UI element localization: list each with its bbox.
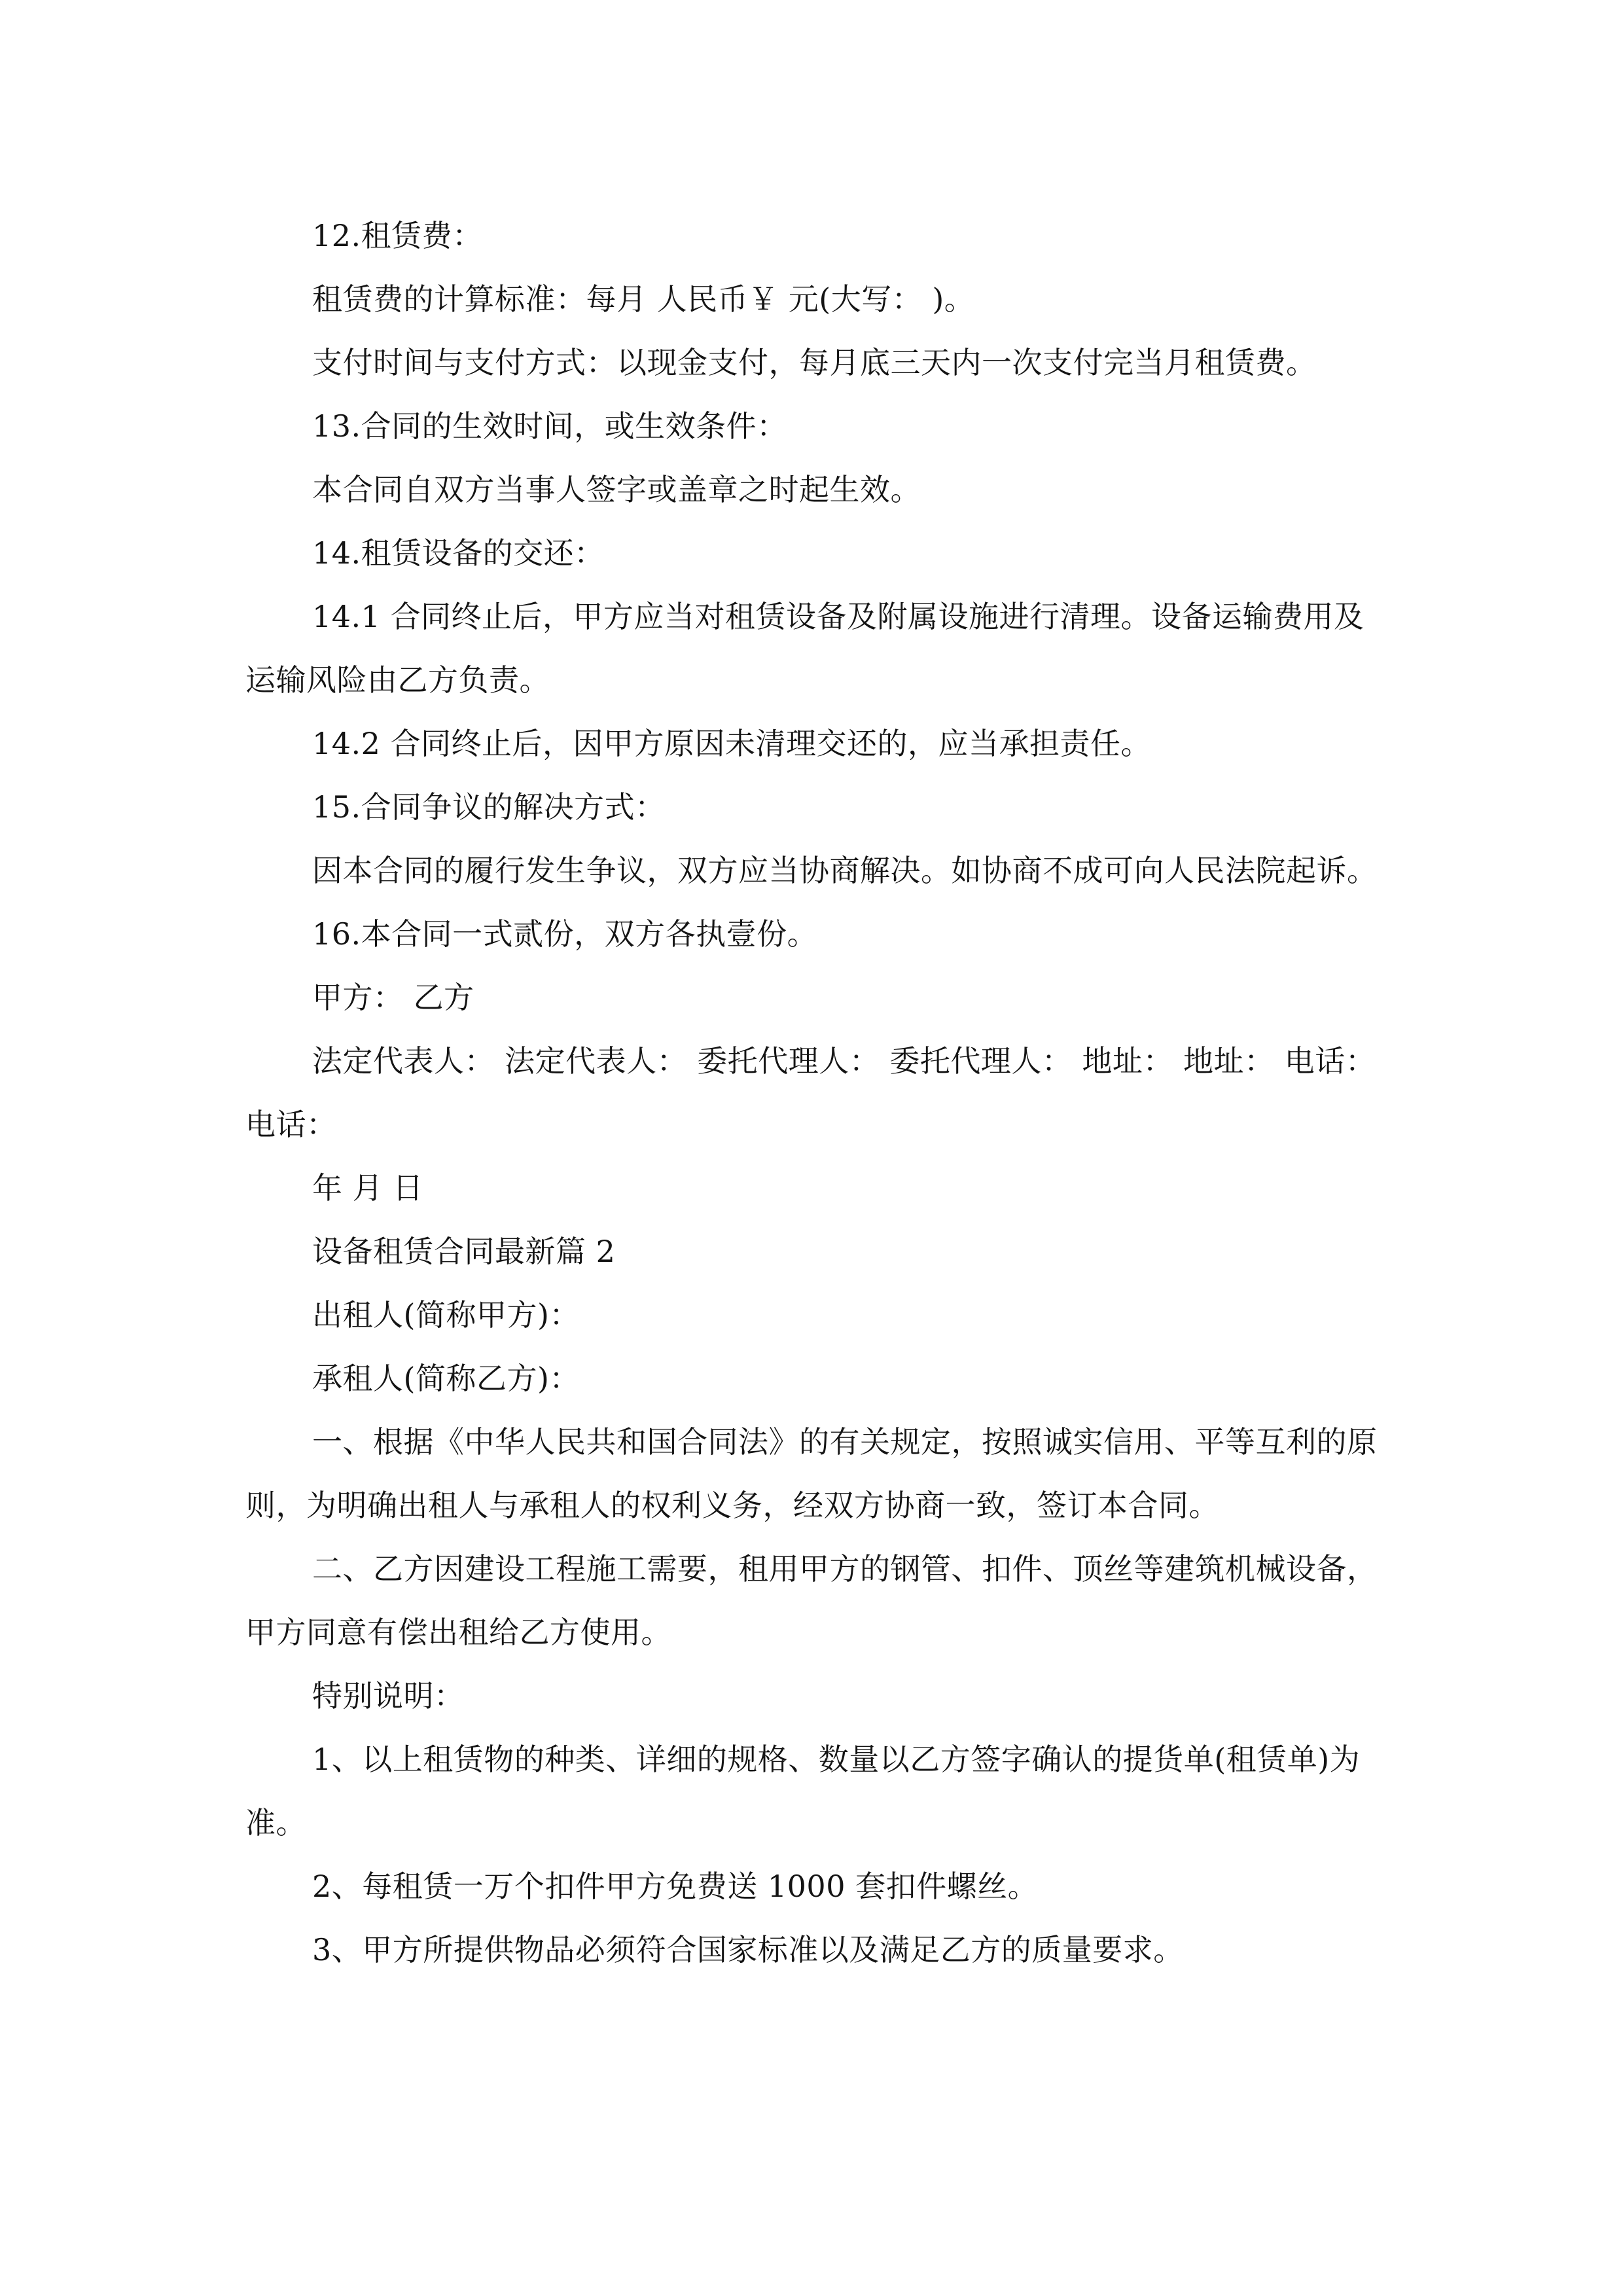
parties-line: 甲方： 乙方 xyxy=(312,980,474,1015)
signatory-details: 法定代表人： 法定代表人： 委托代理人： 委托代理人： 地址： 地址： 电话： 电话： xyxy=(245,1043,1376,1142)
clause-15-heading: 15.合同争议的解决方式： xyxy=(312,789,666,825)
dispute-resolution: 因本合同的履行发生争议，双方应当协商解决。如协商不成可向人民法院起诉。 xyxy=(312,853,1378,888)
document-body xyxy=(245,204,1381,1982)
payment-method: 支付时间与支付方式：以现金支付，每月底三天内一次支付完当月租赁费。 xyxy=(312,345,1317,380)
clause-14-2: 14.2 合同终止后，因甲方原因未清理交还的，应当承担责任。 xyxy=(312,726,1152,761)
lessee-line: 承租人(简称乙方)： xyxy=(312,1361,580,1396)
special-note-1: 1、以上租赁物的种类、详细的规格、数量以乙方签字确认的提货单(租赁单)为准。 xyxy=(245,1742,1361,1840)
effective-condition: 本合同自双方当事人签字或盖章之时起生效。 xyxy=(312,472,921,507)
clause-14-1: 14.1 合同终止后，甲方应当对租赁设备及附属设施进行清理。设备运输费用及运输风险由乙方负责。 xyxy=(245,599,1364,698)
clause-13-heading: 13.合同的生效时间，或生效条件： xyxy=(312,408,787,444)
clause-16: 16.本合同一式贰份，双方各执壹份。 xyxy=(312,916,818,952)
article-1: 一、根据《中华人民共和国合同法》的有关规定，按照诚实信用、平等互利的原则，为明确出租人与承租人的权利义务，经双方协商一致，签订本合同。 xyxy=(245,1424,1378,1523)
special-note-3: 3、甲方所提供物品必须符合国家标准以及满足乙方的质量要求。 xyxy=(312,1932,1184,1967)
section-title: 设备租赁合同最新篇 2 xyxy=(312,1234,616,1269)
clause-14-heading: 14.租赁设备的交还： xyxy=(312,535,605,571)
clause-12-heading: 12.租赁费： xyxy=(312,218,483,253)
article-2: 二、乙方因建设工程施工需要，租用甲方的钢管、扣件、顶丝等建筑机械设备，甲方同意有偿出租给乙方使用。 xyxy=(245,1551,1378,1650)
date-line: 年 月 日 xyxy=(312,1170,423,1206)
rent-calculation-standard: 租赁费的计算标准：每月 人民币￥ 元(大写： )。 xyxy=(312,281,975,317)
special-note-2: 2、每租赁一万个扣件甲方免费送 1000 套扣件螺丝。 xyxy=(312,1869,1039,1904)
lessor-line: 出租人(简称甲方)： xyxy=(312,1297,580,1333)
special-notes-heading: 特别说明： xyxy=(312,1678,465,1713)
